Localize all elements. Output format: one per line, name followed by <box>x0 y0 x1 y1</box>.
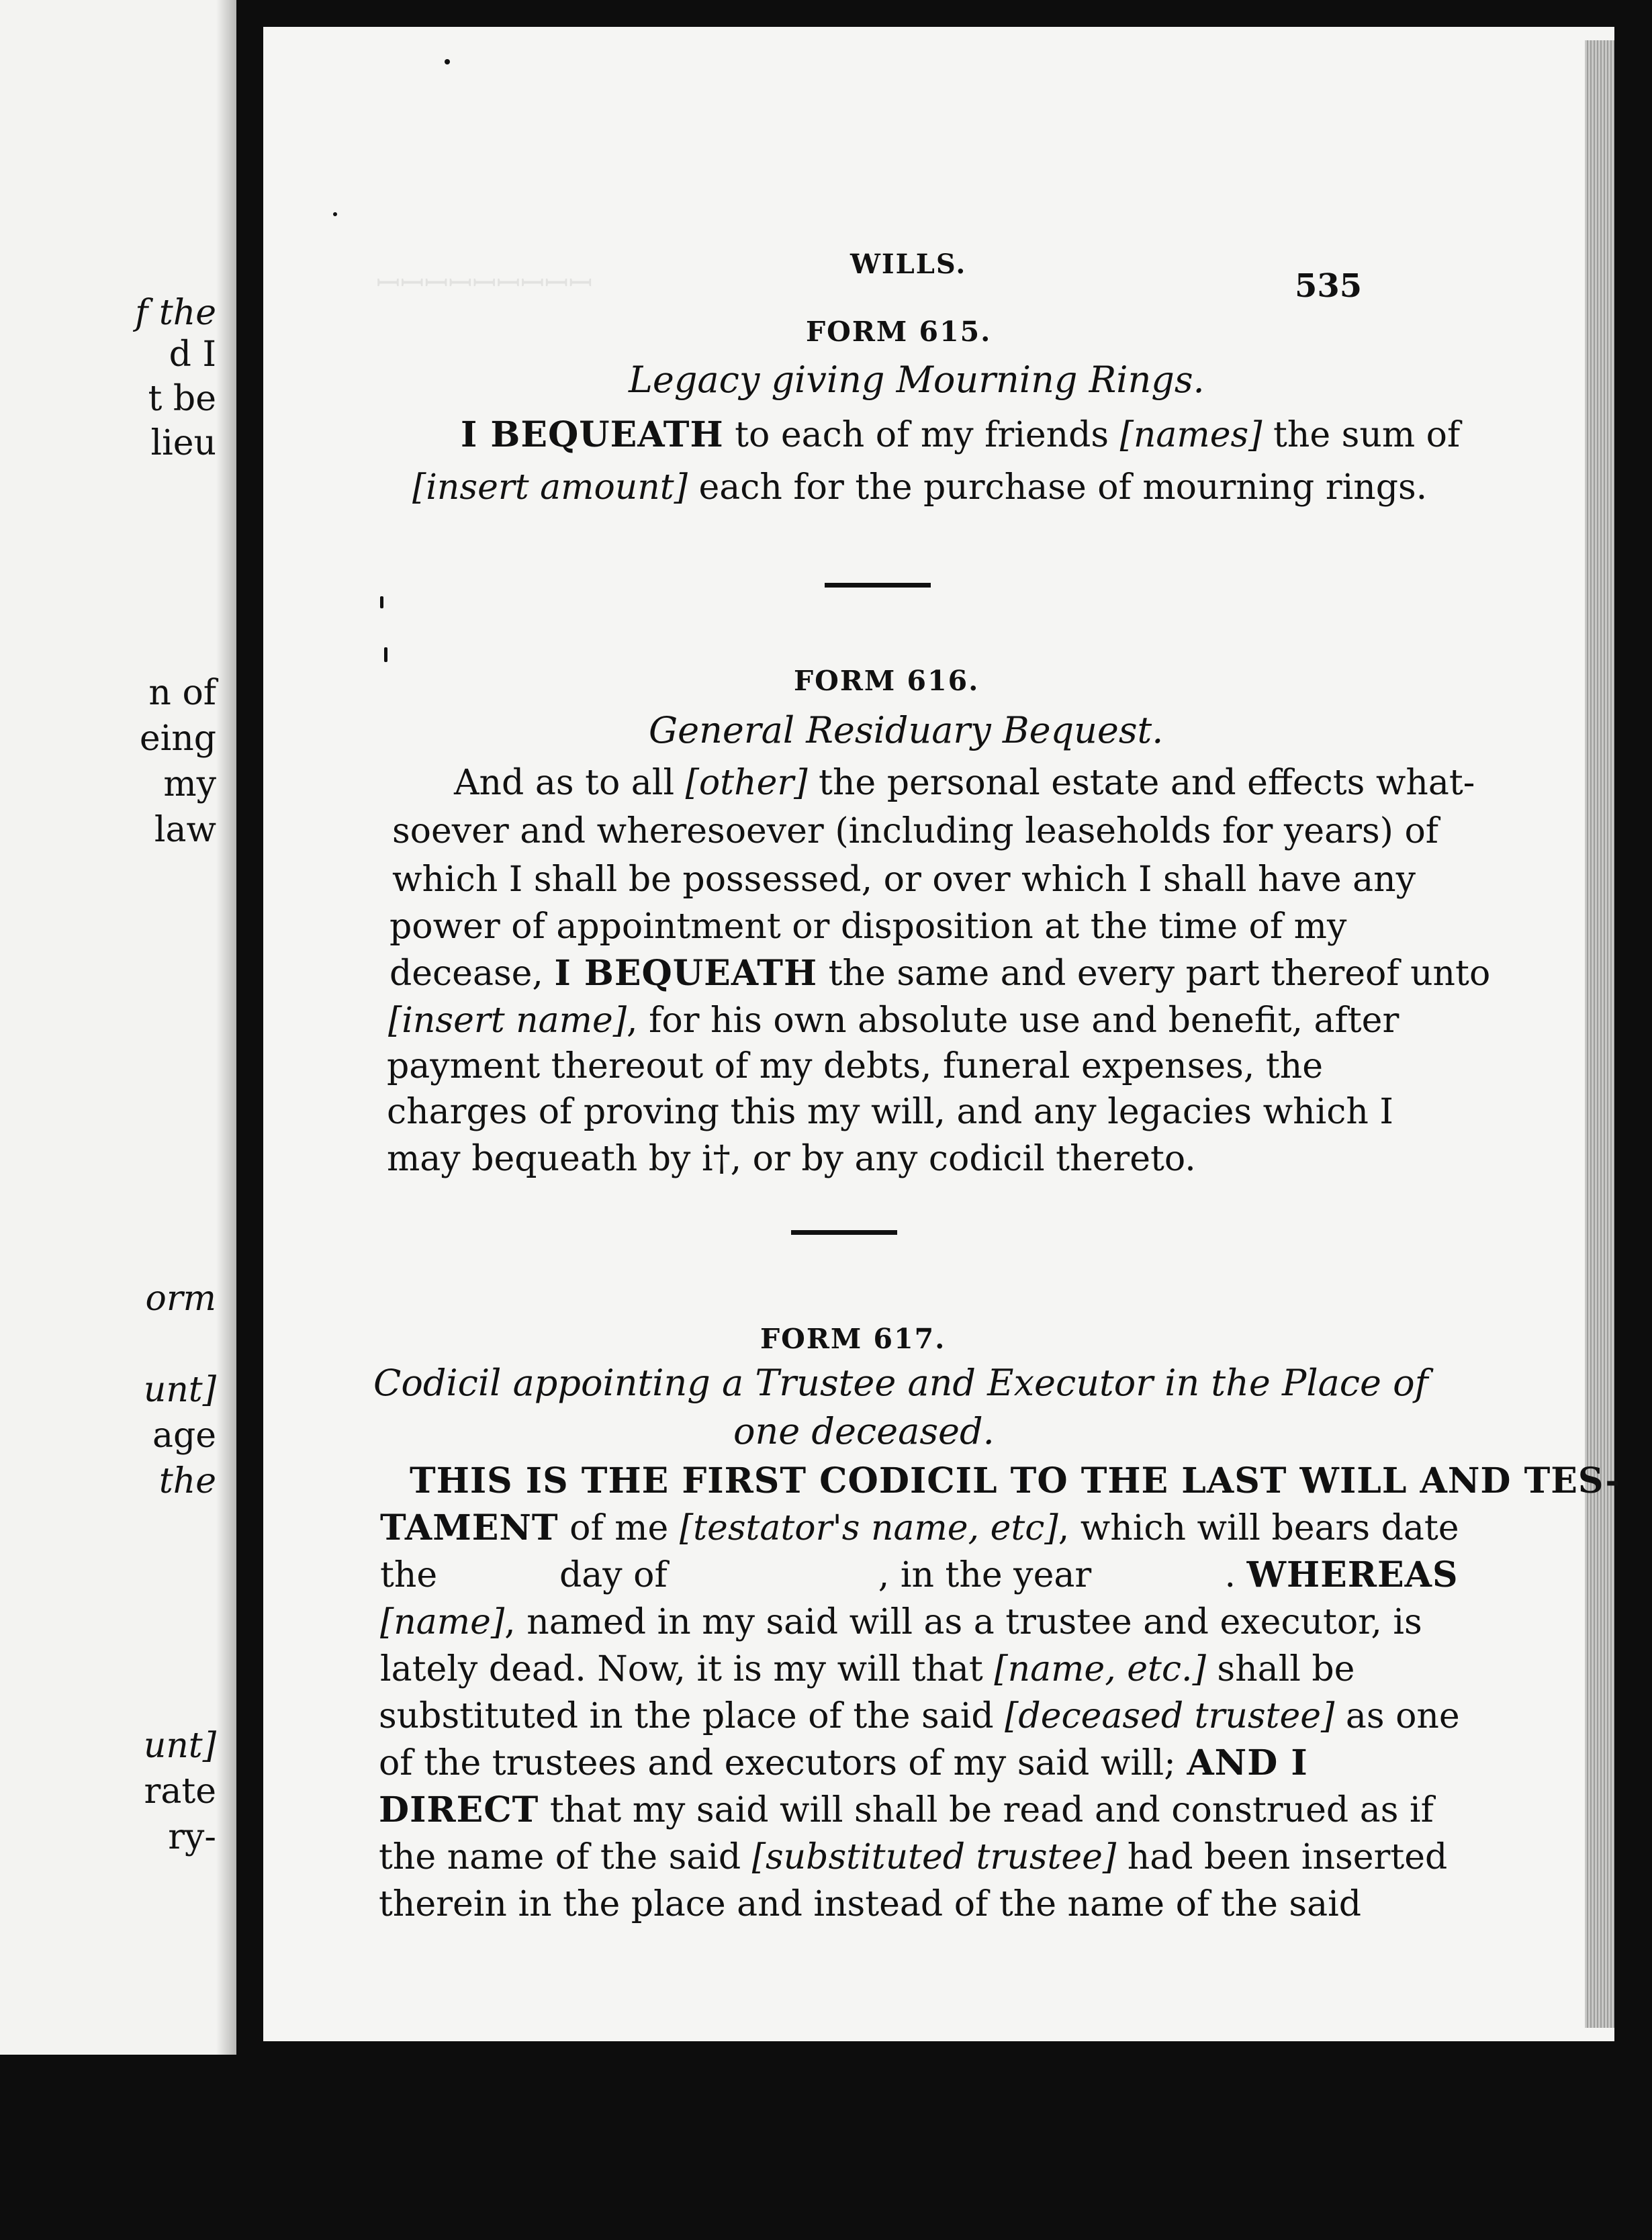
form-617-title-line-1: Codicil appointing a Trustee and Executor in the Place of <box>373 1362 1428 1404</box>
facing-page-sliver <box>0 0 236 2055</box>
facing-page-fragment: law <box>154 810 216 850</box>
facing-page-fragment: n of <box>148 673 216 713</box>
facing-page-fragment: age <box>152 1415 216 1456</box>
form-617-heading: FORM 617. <box>760 1323 946 1355</box>
facing-page-fragment: orm <box>145 1278 216 1319</box>
facing-page-fragment: unt] <box>143 1370 216 1410</box>
running-head: WILLS. <box>850 248 967 280</box>
facing-page-fragment: d I <box>169 334 216 375</box>
gutter-shadow <box>216 0 236 2055</box>
form-617-line-1: THIS IS THE FIRST CODICIL TO THE LAST WILL AND TES- <box>410 1460 1620 1501</box>
form-615-title: Legacy giving Mourning Rings. <box>629 359 1205 401</box>
facing-page-fragment: the <box>158 1461 216 1501</box>
form-617-line-9: the name of the said [substituted trustee] had been inserted <box>379 1837 1448 1877</box>
form-616-line-4: power of appointment or disposition at the time of my <box>389 906 1347 947</box>
form-615-heading: FORM 615. <box>806 316 992 348</box>
facing-page-fragment: my <box>163 764 216 804</box>
form-615-line-2: [insert amount] each for the purchase of mourning rings. <box>412 467 1428 508</box>
form-615-line-1: I BEQUEATH to each of my friends [names] the sum of <box>461 414 1461 455</box>
facing-page-fragment: t be <box>148 379 216 419</box>
form-617-line-7: of the trustees and executors of my said will; AND I <box>379 1742 1308 1783</box>
bleed-through-text: ꟷꟷꟷꟷꟷꟷꟷꟷꟷ <box>376 267 593 300</box>
form-616-line-1: And as to all [other] the personal estate and effects what- <box>454 763 1475 803</box>
form-616-line-5: decease, I BEQUEATH the same and every part thereof unto <box>389 953 1491 994</box>
form-617-line-3: the day of , in the year . WHEREAS <box>380 1554 1459 1595</box>
form-616-heading: FORM 616. <box>794 665 980 697</box>
section-divider <box>825 583 931 588</box>
form-617-line-2: TAMENT of me [testator's name, etc], which will bears date <box>380 1507 1459 1548</box>
facing-page-fragment: f the <box>135 293 216 333</box>
scan-speck <box>380 596 383 608</box>
form-617-line-4: [name], named in my said will as a trustee and executor, is <box>380 1602 1422 1642</box>
form-616-line-3: which I shall be possessed, or over which I shall have any <box>392 859 1416 900</box>
scan-speck <box>445 59 450 64</box>
facing-page-fragment: ry- <box>168 1817 216 1857</box>
scan-speck <box>384 647 387 662</box>
form-617-line-6: substituted in the place of the said [deceased trustee] as one <box>379 1696 1460 1736</box>
form-617-title-line-2: one deceased. <box>733 1410 995 1452</box>
facing-page-fragment: rate <box>144 1771 216 1812</box>
form-616-line-9: may bequeath by i†, or by any codicil thereto. <box>387 1139 1196 1179</box>
scan-speck <box>333 212 337 216</box>
page-number: 535 <box>1295 267 1363 305</box>
section-divider <box>791 1230 897 1235</box>
form-616-line-2: soever and wheresoever (including leaseholds for years) of <box>392 811 1438 851</box>
form-616-line-7: payment thereout of my debts, funeral expenses, the <box>387 1046 1323 1086</box>
form-617-line-10: therein in the place and instead of the name of the said <box>379 1884 1361 1924</box>
form-617-line-5: lately dead. Now, it is my will that [name, etc.] shall be <box>380 1649 1355 1689</box>
form-616-line-6: [insert name], for his own absolute use and benefit, after <box>388 1000 1399 1041</box>
facing-page-fragment: lieu <box>150 423 216 463</box>
form-617-line-8: DIRECT that my said will shall be read and construed as if <box>379 1789 1434 1830</box>
page-edges <box>1585 40 1614 2028</box>
facing-page-fragment: unt] <box>143 1726 216 1766</box>
form-616-line-8: charges of proving this my will, and any legacies which I <box>387 1092 1393 1132</box>
form-616-title: General Residuary Bequest. <box>649 709 1164 751</box>
facing-page-fragment: eing <box>139 718 216 759</box>
